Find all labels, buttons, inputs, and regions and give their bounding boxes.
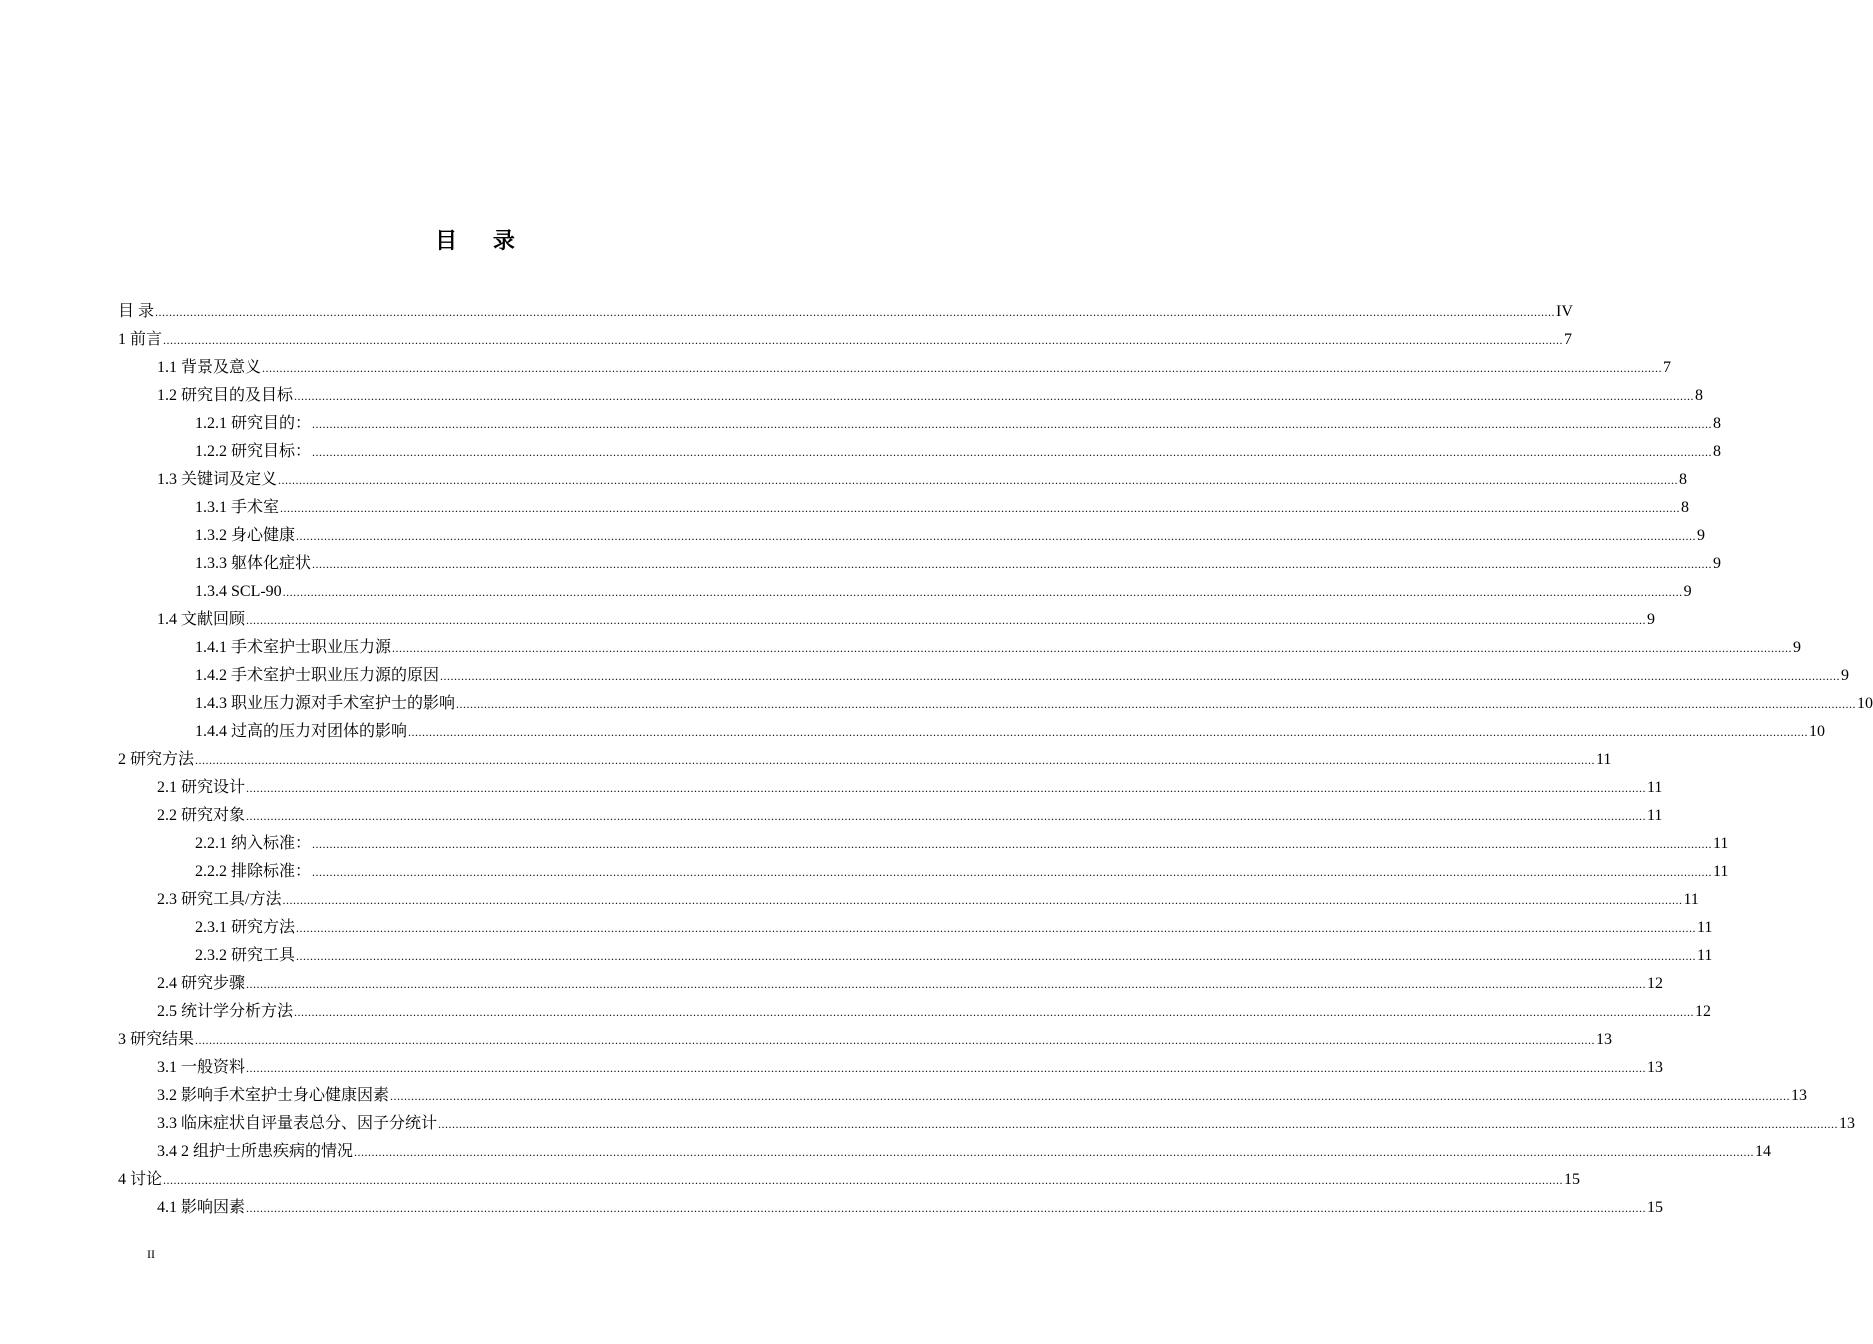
- toc-entry-page-number: 9: [1683, 583, 1692, 600]
- toc-entry[interactable]: [118, 1194, 1664, 1222]
- toc-entry[interactable]: [118, 550, 1722, 578]
- toc-entry-title: 3 研究结果: [118, 1031, 195, 1048]
- toc-dot-leader: ................................................................................................................................................................................................................................................................................................................................................................................................................: [312, 837, 1713, 851]
- toc-entry-title: 2.2.1 纳入标准：: [195, 835, 312, 852]
- toc-entry-page-number: 13: [1596, 1031, 1613, 1048]
- toc-entry-page-number: 10: [1857, 695, 1873, 712]
- toc-entry-page-number: 11: [1697, 919, 1713, 936]
- toc-entry-title: 1.2.1 研究目的：: [195, 415, 312, 432]
- toc-dot-leader: ................................................................................................................................................................................................................................................................................................................................................................................................................: [246, 613, 1647, 627]
- toc-dot-leader: ................................................................................................................................................................................................................................................................................................................................................................................................................: [195, 1033, 1596, 1047]
- toc-entry-title: 1 前言: [118, 331, 163, 348]
- toc-dot-leader: ................................................................................................................................................................................................................................................................................................................................................................................................................: [282, 585, 1683, 599]
- toc-dot-leader: ................................................................................................................................................................................................................................................................................................................................................................................................................: [354, 1145, 1755, 1159]
- toc-entry[interactable]: [118, 326, 1573, 354]
- toc-entry-page-number: 8: [1713, 443, 1722, 460]
- toc-entry[interactable]: [118, 382, 1704, 410]
- toc-entry[interactable]: [118, 1082, 1808, 1110]
- toc-entry[interactable]: [118, 802, 1663, 830]
- toc-entry-title: 1.2 研究目的及目标: [157, 387, 294, 404]
- toc-entry[interactable]: [118, 1166, 1581, 1194]
- toc-entry-title: 2.2 研究对象: [157, 807, 246, 824]
- toc-entry-page-number: 11: [1647, 779, 1663, 796]
- toc-entry-title: 1.3.2 身心健康: [195, 527, 296, 544]
- toc-entry-title: 2.4 研究步骤: [157, 975, 246, 992]
- toc-dot-leader: ................................................................................................................................................................................................................................................................................................................................................................................................................: [262, 361, 1663, 375]
- toc-entry-title: 1.3 关键词及定义: [157, 471, 278, 488]
- toc-dot-leader: ................................................................................................................................................................................................................................................................................................................................................................................................................: [246, 809, 1647, 823]
- toc-entry-title: 1.3.4 SCL-90: [195, 583, 282, 600]
- toc-entry[interactable]: [118, 998, 1712, 1026]
- toc-entry-title: 1.4.3 职业压力源对手术室护士的影响: [195, 695, 456, 712]
- toc-entry-page-number: 9: [1647, 611, 1656, 628]
- toc-entry[interactable]: [118, 578, 1692, 606]
- toc-entry[interactable]: [118, 858, 1729, 886]
- toc-entry[interactable]: [118, 606, 1656, 634]
- toc-entry-page-number: 7: [1663, 359, 1672, 376]
- toc-entry[interactable]: [118, 298, 1573, 326]
- toc-entry-page-number: 7: [1564, 331, 1573, 348]
- toc-entry[interactable]: [118, 718, 1826, 746]
- toc-dot-leader: ................................................................................................................................................................................................................................................................................................................................................................................................................: [280, 501, 1681, 515]
- toc-entry-title: 2.1 研究设计: [157, 779, 246, 796]
- page-title: 目 录: [435, 229, 529, 254]
- toc-entry-title: 3.2 影响手术室护士身心健康因素: [157, 1087, 390, 1104]
- toc-entry[interactable]: [118, 1138, 1772, 1166]
- toc-entry-title: 目 录: [118, 303, 155, 320]
- toc-dot-leader: ................................................................................................................................................................................................................................................................................................................................................................................................................: [438, 1117, 1839, 1131]
- toc-entry-page-number: 13: [1791, 1087, 1808, 1104]
- table-of-contents: [118, 298, 1873, 1222]
- toc-entry-page-number: 15: [1647, 1199, 1664, 1216]
- toc-entry-title: 3.1 一般资料: [157, 1059, 246, 1076]
- toc-dot-leader: ................................................................................................................................................................................................................................................................................................................................................................................................................: [296, 949, 1697, 963]
- toc-entry-title: 1.4.2 手术室护士职业压力源的原因: [195, 667, 440, 684]
- toc-entry[interactable]: [118, 830, 1729, 858]
- toc-dot-leader: ................................................................................................................................................................................................................................................................................................................................................................................................................: [312, 557, 1713, 571]
- toc-dot-leader: ................................................................................................................................................................................................................................................................................................................................................................................................................: [163, 333, 1564, 347]
- toc-entry-title: 1.3.1 手术室: [195, 499, 280, 516]
- toc-dot-leader: ................................................................................................................................................................................................................................................................................................................................................................................................................: [294, 389, 1695, 403]
- toc-entry[interactable]: [118, 466, 1688, 494]
- toc-entry-title: 1.4 文献回顾: [157, 611, 246, 628]
- toc-entry-page-number: 9: [1841, 667, 1850, 684]
- toc-entry[interactable]: [118, 1026, 1613, 1054]
- toc-dot-leader: ................................................................................................................................................................................................................................................................................................................................................................................................................: [390, 1089, 1791, 1103]
- toc-dot-leader: ................................................................................................................................................................................................................................................................................................................................................................................................................: [440, 669, 1841, 683]
- toc-entry[interactable]: [118, 522, 1706, 550]
- toc-entry[interactable]: [118, 886, 1699, 914]
- toc-entry-page-number: 13: [1647, 1059, 1664, 1076]
- toc-entry-title: 3.4 2 组护士所患疾病的情况: [157, 1143, 354, 1160]
- toc-dot-leader: ................................................................................................................................................................................................................................................................................................................................................................................................................: [456, 697, 1857, 711]
- toc-dot-leader: ................................................................................................................................................................................................................................................................................................................................................................................................................: [312, 865, 1713, 879]
- toc-entry-title: 3.3 临床症状自评量表总分、因子分统计: [157, 1115, 438, 1132]
- toc-entry-title: 4.1 影响因素: [157, 1199, 246, 1216]
- page-number: II: [147, 1247, 155, 1261]
- toc-entry-title: 1.4.4 过高的压力对团体的影响: [195, 723, 408, 740]
- toc-dot-leader: ................................................................................................................................................................................................................................................................................................................................................................................................................: [278, 473, 1679, 487]
- toc-entry-page-number: 11: [1713, 863, 1729, 880]
- toc-entry[interactable]: [118, 774, 1663, 802]
- toc-dot-leader: ................................................................................................................................................................................................................................................................................................................................................................................................................: [408, 725, 1809, 739]
- toc-entry-page-number: 10: [1809, 723, 1826, 740]
- toc-dot-leader: ................................................................................................................................................................................................................................................................................................................................................................................................................: [246, 1201, 1647, 1215]
- toc-dot-leader: ................................................................................................................................................................................................................................................................................................................................................................................................................: [246, 977, 1647, 991]
- toc-dot-leader: ................................................................................................................................................................................................................................................................................................................................................................................................................: [246, 781, 1647, 795]
- toc-entry-title: 4 讨论: [118, 1171, 163, 1188]
- toc-entry-page-number: 15: [1564, 1171, 1581, 1188]
- toc-entry-title: 2.3.2 研究工具: [195, 947, 296, 964]
- toc-entry-title: 1.3.3 躯体化症状: [195, 555, 312, 572]
- toc-entry-page-number: 8: [1695, 387, 1704, 404]
- toc-entry-title: 2 研究方法: [118, 751, 195, 768]
- toc-dot-leader: ................................................................................................................................................................................................................................................................................................................................................................................................................: [294, 1005, 1695, 1019]
- toc-dot-leader: ................................................................................................................................................................................................................................................................................................................................................................................................................: [282, 893, 1683, 907]
- toc-entry-title: 1.4.1 手术室护士职业压力源: [195, 639, 392, 656]
- toc-dot-leader: ................................................................................................................................................................................................................................................................................................................................................................................................................: [296, 921, 1697, 935]
- toc-entry-page-number: 9: [1713, 555, 1722, 572]
- toc-entry[interactable]: [118, 914, 1713, 942]
- toc-entry-page-number: 13: [1839, 1115, 1856, 1132]
- toc-entry[interactable]: [118, 1054, 1664, 1082]
- toc-entry-title: 2.5 统计学分析方法: [157, 1003, 294, 1020]
- toc-entry-title: 2.3 研究工具/方法: [157, 891, 282, 908]
- toc-dot-leader: ................................................................................................................................................................................................................................................................................................................................................................................................................: [195, 753, 1596, 767]
- toc-entry-page-number: 8: [1713, 415, 1722, 432]
- toc-entry[interactable]: [118, 746, 1612, 774]
- toc-entry-page-number: 11: [1596, 751, 1612, 768]
- toc-entry[interactable]: [118, 970, 1664, 998]
- toc-entry[interactable]: [118, 494, 1690, 522]
- toc-entry-page-number: 9: [1697, 527, 1706, 544]
- toc-dot-leader: ................................................................................................................................................................................................................................................................................................................................................................................................................: [246, 1061, 1647, 1075]
- toc-entry-title: 2.3.1 研究方法: [195, 919, 296, 936]
- toc-entry[interactable]: [118, 1110, 1856, 1138]
- toc-entry[interactable]: [118, 662, 1850, 690]
- toc-entry-page-number: 9: [1793, 639, 1802, 656]
- toc-entry-page-number: 11: [1647, 807, 1663, 824]
- toc-entry-page-number: 12: [1695, 1003, 1712, 1020]
- toc-dot-leader: ................................................................................................................................................................................................................................................................................................................................................................................................................: [163, 1173, 1564, 1187]
- toc-entry[interactable]: [118, 438, 1722, 466]
- toc-entry-page-number: 11: [1697, 947, 1713, 964]
- toc-dot-leader: ................................................................................................................................................................................................................................................................................................................................................................................................................: [155, 305, 1556, 319]
- toc-entry-title: 2.2.2 排除标准：: [195, 863, 312, 880]
- toc-dot-leader: ................................................................................................................................................................................................................................................................................................................................................................................................................: [312, 417, 1713, 431]
- toc-entry[interactable]: [118, 942, 1713, 970]
- toc-dot-leader: ................................................................................................................................................................................................................................................................................................................................................................................................................: [392, 641, 1793, 655]
- toc-entry-page-number: 11: [1713, 835, 1729, 852]
- toc-entry[interactable]: [118, 410, 1722, 438]
- toc-dot-leader: ................................................................................................................................................................................................................................................................................................................................................................................................................: [312, 445, 1713, 459]
- toc-entry-title: 1.2.2 研究目标：: [195, 443, 312, 460]
- toc-entry[interactable]: [118, 634, 1802, 662]
- toc-entry-page-number: 8: [1679, 471, 1688, 488]
- toc-entry[interactable]: [118, 354, 1672, 382]
- toc-entry-page-number: IV: [1556, 303, 1573, 320]
- toc-entry[interactable]: [118, 690, 1873, 718]
- toc-entry-page-number: 12: [1647, 975, 1664, 992]
- toc-entry-title: 1.1 背景及意义: [157, 359, 262, 376]
- toc-dot-leader: ................................................................................................................................................................................................................................................................................................................................................................................................................: [296, 529, 1697, 543]
- toc-entry-page-number: 11: [1683, 891, 1699, 908]
- toc-entry-page-number: 8: [1681, 499, 1690, 516]
- toc-entry-page-number: 14: [1755, 1143, 1772, 1160]
